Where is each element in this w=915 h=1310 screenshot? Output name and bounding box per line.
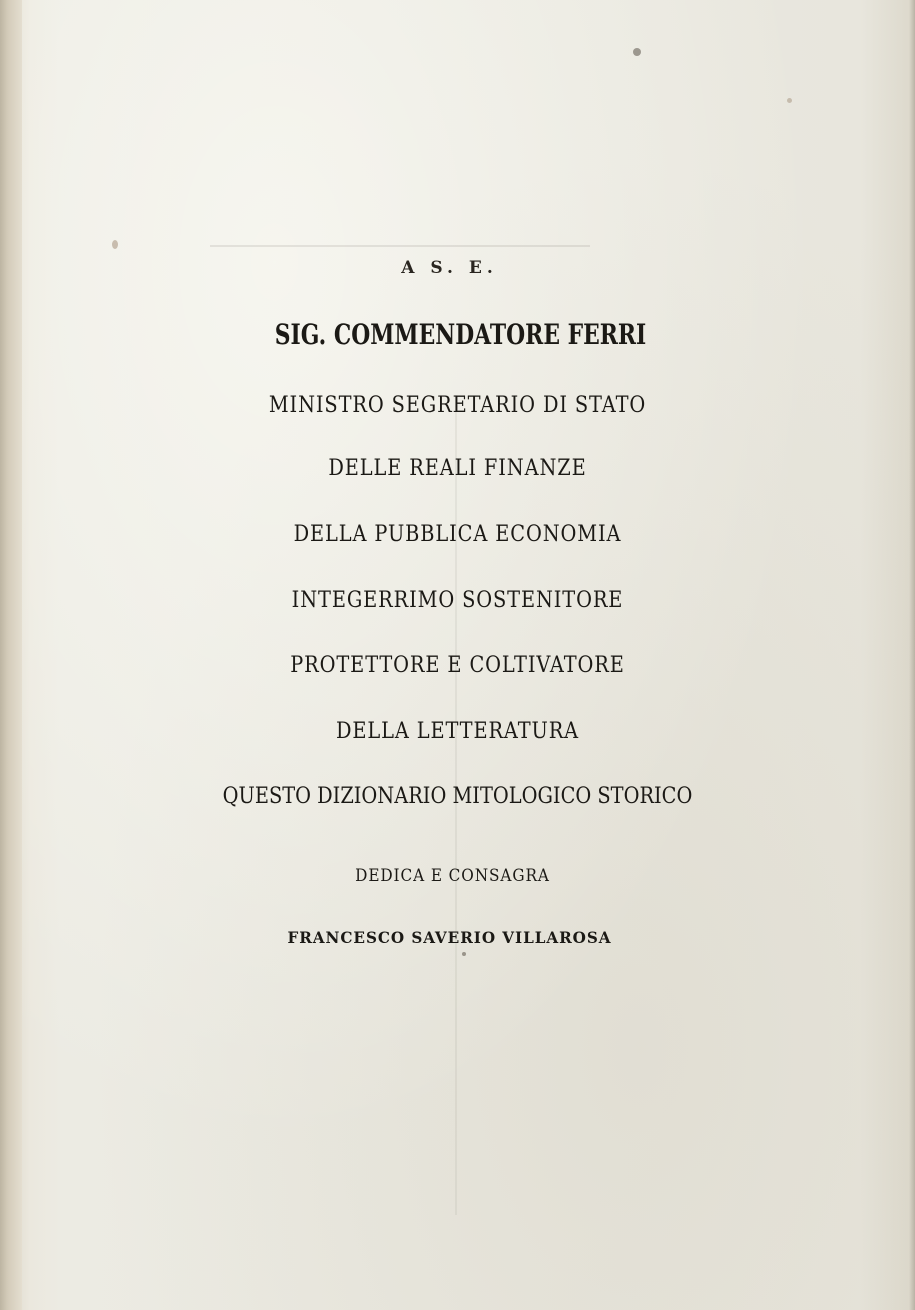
dedication-line-6: DELLA LETTERATURA [335, 719, 580, 744]
dedication-line-2: DELLE REALI FINANZE [328, 456, 587, 481]
bleed-through-title [205, 95, 690, 155]
page-right-edge [909, 0, 915, 1310]
page-binding-edge [0, 0, 22, 1310]
dedica-e-consagra: DEDICA E CONSAGRA [355, 866, 550, 886]
bleed-through-rule [210, 245, 590, 247]
honoree-name: SIG. COMMENDATORE FERRI [274, 318, 647, 351]
paper-speck [112, 240, 118, 249]
dedication-line-3: DELLA PUBBLICA ECONOMIA [293, 522, 622, 547]
paper-speck [462, 952, 466, 956]
dedication-line-1: MINISTRO SEGRETARIO DI STATO [268, 393, 647, 418]
dedication-heading: A S. E. [401, 258, 498, 278]
paper-speck [787, 98, 792, 103]
paper-speck [633, 48, 641, 56]
author-name: FRANCESCO SAVERIO VILLAROSA [287, 928, 612, 947]
dedication-line-7: QUESTO DIZIONARIO MITOLOGICO STORICO [222, 784, 693, 809]
dedication-line-5: PROTETTORE E COLTIVATORE [290, 653, 625, 678]
dedication-line-4: INTEGERRIMO SOSTENITORE [291, 588, 624, 613]
